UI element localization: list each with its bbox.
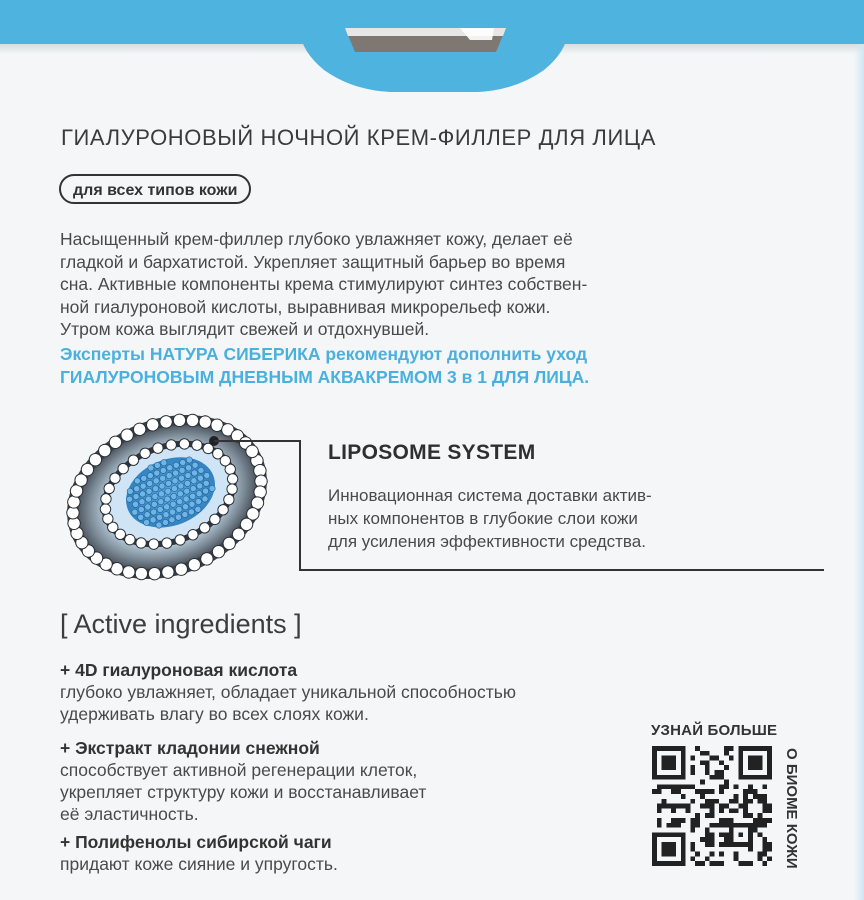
product-description [60, 228, 810, 341]
qr-label: УЗНАЙ БОЛЬШЕ [651, 722, 778, 739]
skin-type-badge: для всех типов кожи [59, 174, 251, 204]
liposome-illustration [52, 392, 282, 602]
ingredient-name: + 4D гиалуроновая кислота [60, 660, 298, 680]
product-title: ГИАЛУРОНОВЫЙ НОЧНОЙ КРЕМ-ФИЛЛЕР ДЛЯ ЛИЦА [61, 125, 657, 150]
active-ingredients-heading: [ Active ingredients ] [60, 609, 302, 639]
description-line: ной гиалуроновой кислоты, выравнивая микрорельеф кожи. [60, 296, 551, 317]
qr-code-icon[interactable] [652, 746, 772, 866]
ingredient-description: способствует активной регенерации клеток, [60, 760, 418, 780]
expert-recommendation [60, 343, 810, 389]
ingredient-description: глубоко увлажняет, обладает уникальной способностью [60, 682, 517, 702]
description-line: гладкой и бархатистой. Укрепляет защитный барьер во время [60, 251, 566, 272]
ingredient-item [60, 737, 426, 825]
recommendation-line: Эксперты НАТУРА СИБЕРИКА рекомендуют дополнить уход [60, 344, 588, 364]
ingredient-description: удерживать влагу во всех слоях кожи. [60, 704, 369, 724]
liposome-line: Инновационная система доставки актив- [328, 486, 652, 505]
liposome-description [328, 484, 652, 553]
ingredient-description: её эластичность. [60, 804, 199, 824]
recommendation-line: ГИАЛУРОНОВЫМ ДНЕВНЫМ АКВАКРЕМОМ 3 в 1 ДЛЯ ЛИЦА. [60, 367, 590, 387]
ingredient-item [60, 831, 338, 875]
ingredient-description: укрепляет структуру кожи и восстанавливает [60, 782, 427, 802]
ingredient-name: + Полифенолы сибирской чаги [60, 832, 332, 852]
ingredient-name: + Экстракт кладонии снежной [60, 738, 320, 758]
description-line: сна. Активные компоненты крема стимулируют синтез собствен- [60, 274, 588, 294]
ingredient-description: придают коже сияние и упругость. [60, 854, 338, 874]
package-tab [0, 0, 864, 100]
ingredient-item [60, 659, 516, 725]
description-line: Утром кожа выглядит свежей и отдохнувшей. [60, 319, 430, 339]
right-edge-shade [854, 44, 864, 900]
liposome-line: для усиления эффективности средства. [328, 532, 646, 551]
qr-side-label: О БИОМЕ КОЖИ [783, 748, 800, 869]
liposome-title: LIPOSOME SYSTEM [328, 441, 536, 464]
liposome-line: ных компонентов в глубокие слои кожи [328, 509, 638, 528]
description-line: Насыщенный крем-филлер глубоко увлажняет кожу, делает её [60, 229, 573, 249]
